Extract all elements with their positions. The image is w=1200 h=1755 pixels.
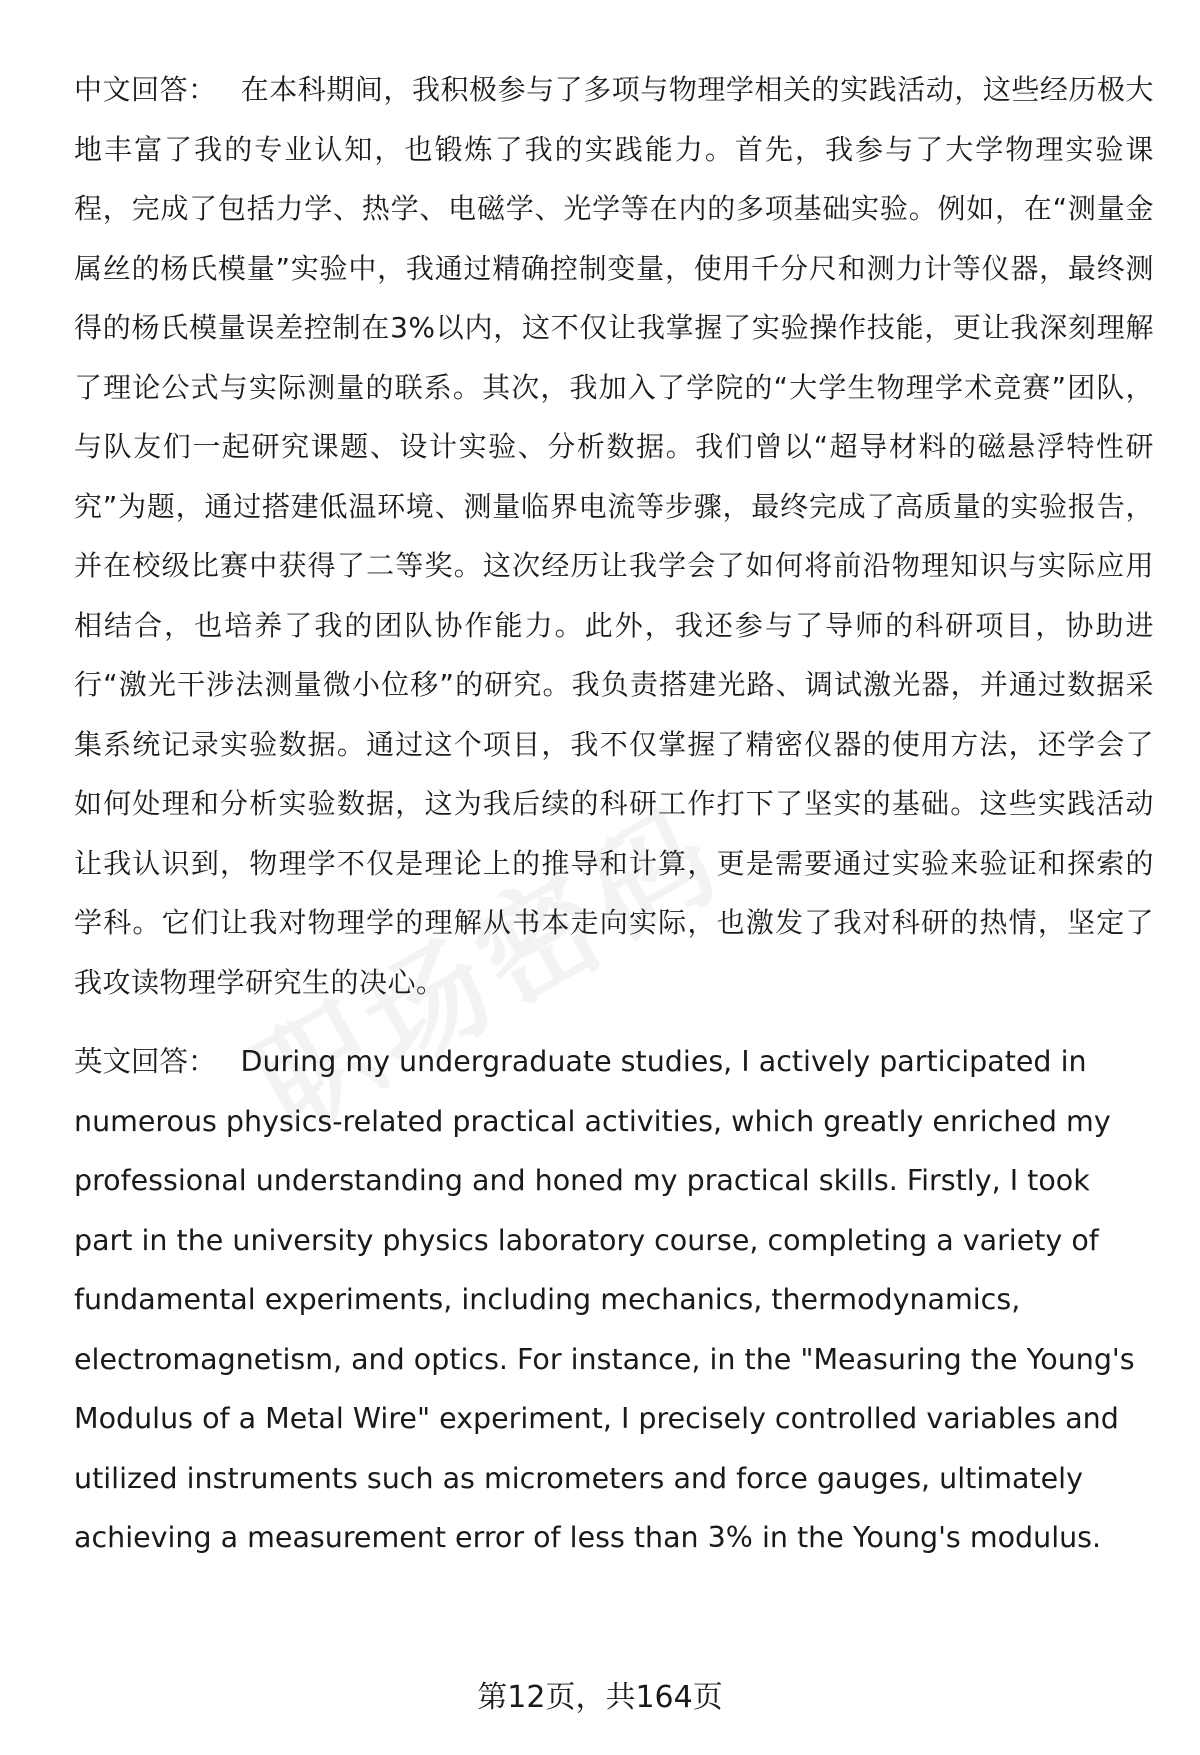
chinese-answer-paragraph [74,60,1154,1012]
page-number-footer: 第12页，共164页 [477,1680,723,1715]
content-body [74,60,1154,1568]
english-answer-paragraph [74,1032,1154,1568]
english-answer-label: 英文回答： [74,1045,217,1078]
chinese-answer-label: 中文回答： [74,73,217,106]
chinese-answer-text: 在本科期间，我积极参与了多项与物理学相关的实践活动，这些经历极大地丰富了我的专业认知，也锻炼了我的实践能力。首先，我参与了大学物理实验课程，完成了包括力学、热学、电磁学、光学等在内的多项基础实验。例如，在“测量金属丝的杨氏模量”实验中，我通过精确控制变量，使用千分尺和测力计等仪器，最终测得的杨氏模量误差控制在3%以内，这不仅让我掌握了实验操作技能，更让我深刻理解了理论公式与实际测量的联系。其次，我加入了学院的“大学生物理学术竞赛”团队，与队友们一起研究课题、设计实验、分析数据。我们曾以“超导材料的磁悬浮特性研究”为题，通过搭建低温环境、测量临界电流等步骤，最终完成了高质量的实验报告，并在校级比赛中获得了二等奖。这次经历让我学会了如何将前沿物理知识与实际应用相结合，也培养了我的团队协作能力。此外，我还参与了导师的科研项目，协助进行“激光干涉法测量微小位移”的研究。我负责搭建光路、调试激光器，并通过数据采集系统记录实验数据。通过这个项目，我不仅掌握了精密仪器的使用方法，还学会了如何处理和分析实验数据，这为我后续的科研工作打下了坚实的基础。这些实践活动让我认识到，物理学不仅是理论上的推导和计算，更是需要通过实验来验证和探索的学科。它们让我对物理学的理解从书本走向实际，也激发了我对科研的热情，坚定了我攻读物理学研究生的决心。 [74,73,1154,999]
english-answer-text: During my undergraduate studies, I actively participated in numerous physics-related practical activities, which greatly enriched my professional understanding and honed my practical skills. Firstly, I took part in the university physics laboratory course, completing a variety of fundamental experiments, including mechanics, thermodynamics, electromagnetism, and optics. For instance, in the "Measuring the Young's Modulus of a Metal Wire" experiment, I precisely controlled variables and utilized instruments such as micrometers and force gauges, ultimately achieving a measurement error of less than 3% in the Young's modulus. [74,1045,1135,1554]
